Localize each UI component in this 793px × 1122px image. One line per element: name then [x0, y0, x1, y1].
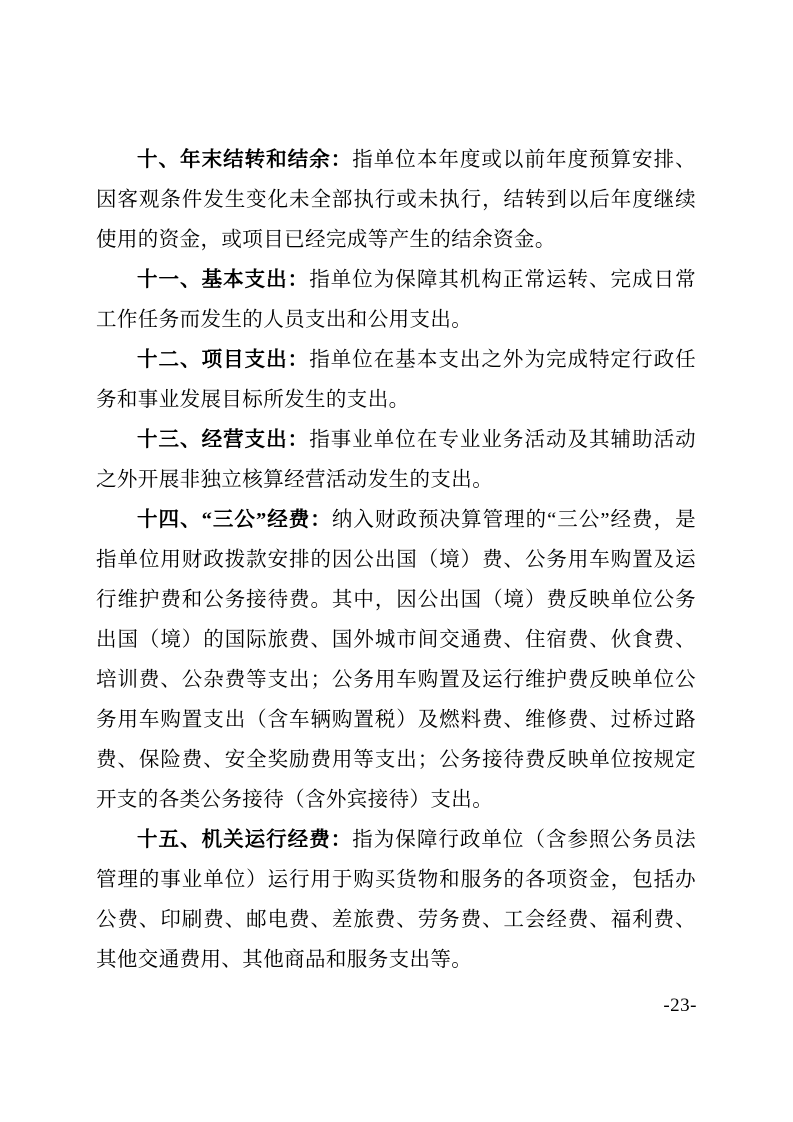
paragraph-11-lead: 十一、基本支出：	[137, 269, 310, 291]
paragraph-15	[96, 820, 696, 980]
paragraph-12-body: 指单位在基本支出之外为完成特定行政任务和事业发展目标所发生的支出。	[96, 349, 697, 411]
paragraph-13-body: 指事业单位在专业业务活动及其辅助活动之外开展非独立核算经营活动发生的支出。	[96, 429, 697, 491]
paragraph-10-body: 指单位本年度或以前年度预算安排、因客观条件发生变化未全部执行或未执行，结转到以后年度继续使用的资金，或项目已经完成等产生的结余资金。	[96, 149, 697, 251]
paragraph-12-lead: 十二、项目支出：	[137, 349, 310, 371]
paragraph-14-body: 纳入财政预决算管理的“三公”经费，是指单位用财政拨款安排的因公出国（境）费、公务用车购置及运行维护费和公务接待费。其中，因公出国（境）费反映单位公务出国（境）的国际旅费、国外城市间交通费、住宿费、伙食费、培训费、公杂费等支出；公务用车购置及运行维护费反映单位公务用车购置支出（含车辆购置税）及燃料费、维修费、过桥过路费、保险费、安全奖励费用等支出；公务接待费反映单位按规定开支的各类公务接待（含外宾接待）支出。	[96, 509, 697, 811]
paragraph-11-body: 指单位为保障其机构正常运转、完成日常工作任务而发生的人员支出和公用支出。	[96, 269, 697, 331]
paragraph-15-lead: 十五、机关运行经费：	[137, 829, 353, 851]
paragraph-11	[96, 260, 696, 340]
paragraph-14	[96, 500, 696, 820]
paragraph-14-lead: 十四、“三公”经费：	[137, 509, 332, 531]
paragraph-15-body: 指为保障行政单位（含参照公务员法管理的事业单位）运行用于购买货物和服务的各项资金，包括办公费、印刷费、邮电费、差旅费、劳务费、工会经费、福利费、其他交通费用、其他商品和服务支出等。	[96, 829, 697, 971]
paragraph-13	[96, 420, 696, 500]
paragraph-10	[96, 140, 696, 260]
paragraph-13-lead: 十三、经营支出：	[137, 429, 310, 451]
paragraph-12	[96, 340, 696, 420]
paragraph-10-lead: 十、年末结转和结余：	[137, 149, 353, 171]
document-body	[96, 140, 696, 980]
page-number: -23-	[663, 995, 697, 1016]
